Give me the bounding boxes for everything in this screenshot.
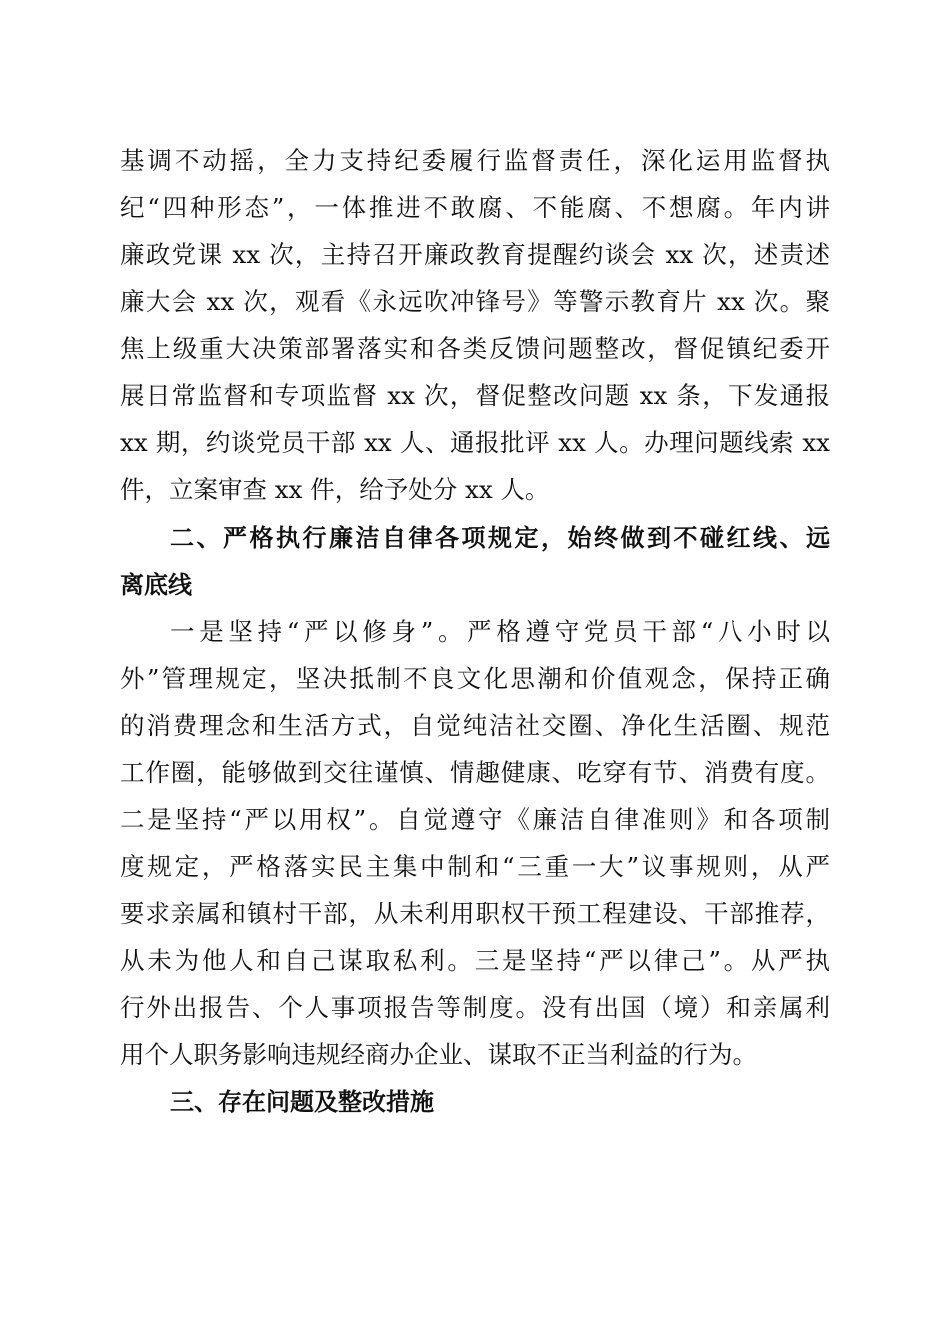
paragraph-2-line-2: 外”管理规定，坚决抵制不良文化思潮和价值观念，保持正确 bbox=[120, 664, 830, 693]
paragraph-1-line-4: 廉大会 xx 次，观看《永远吹冲锋号》等警示教育片 xx 次。聚 bbox=[120, 287, 830, 316]
paragraph-1-line-5: 焦上级重大决策部署落实和各类反馈问题整改，督促镇纪委开 bbox=[120, 334, 830, 363]
paragraph-2-line-8: 从未为他人和自己谋取私利。三是坚持“严以律己”。从严执 bbox=[120, 946, 830, 975]
paragraph-2-line-4: 工作圈，能够做到交往谨慎、情趣健康、吃穿有节、消费有度。 bbox=[120, 758, 830, 787]
paragraph-2-line-5: 二是坚持“严以用权”。自觉遵守《廉洁自律准则》和各项制 bbox=[120, 805, 830, 834]
paragraph-2-line-3: 的消费理念和生活方式，自觉纯洁社交圈、净化生活圈、规范 bbox=[120, 711, 830, 740]
paragraph-1-line-1: 基调不动摇，全力支持纪委履行监督责任，深化运用监督执 bbox=[120, 146, 830, 175]
paragraph-2-line-6: 度规定，严格落实民主集中制和“三重一大”议事规则，从严 bbox=[120, 852, 830, 881]
section-3-heading: 三、存在问题及整改措施 bbox=[170, 1088, 434, 1116]
paragraph-1-line-2: 纪“四种形态”，一体推进不敢腐、不能腐、不想腐。年内讲 bbox=[120, 193, 830, 222]
paragraph-2-line-10: 用个人职务影响违规经商办企业、谋取不正当利益的行为。 bbox=[120, 1040, 757, 1069]
paragraph-1-line-6: 展日常监督和专项监督 xx 次，督促整改问题 xx 条，下发通报 bbox=[120, 381, 830, 410]
paragraph-2-line-9: 行外出报告、个人事项报告等制度。没有出国（境）和亲属利 bbox=[120, 993, 830, 1022]
paragraph-1-line-8: 件，立案审查 xx 件，给予处分 xx 人。 bbox=[120, 475, 550, 504]
paragraph-2-line-1: 一是坚持“严以修身”。严格遵守党员干部“八小时以 bbox=[170, 617, 830, 646]
paragraph-1-line-7: xx 期，约谈党员干部 xx 人、通报批评 xx 人。办理问题线索 xx bbox=[120, 428, 830, 457]
paragraph-2-line-7: 要求亲属和镇村干部，从未利用职权干预工程建设、干部推荐， bbox=[120, 899, 830, 928]
paragraph-1-line-3: 廉政党课 xx 次，主持召开廉政教育提醒约谈会 xx 次，述责述 bbox=[120, 240, 830, 269]
section-2-heading-line-1: 二、严格执行廉洁自律各项规定，始终做到不碰红线、远 bbox=[170, 524, 830, 552]
section-2-heading-line-2: 离底线 bbox=[120, 571, 192, 599]
